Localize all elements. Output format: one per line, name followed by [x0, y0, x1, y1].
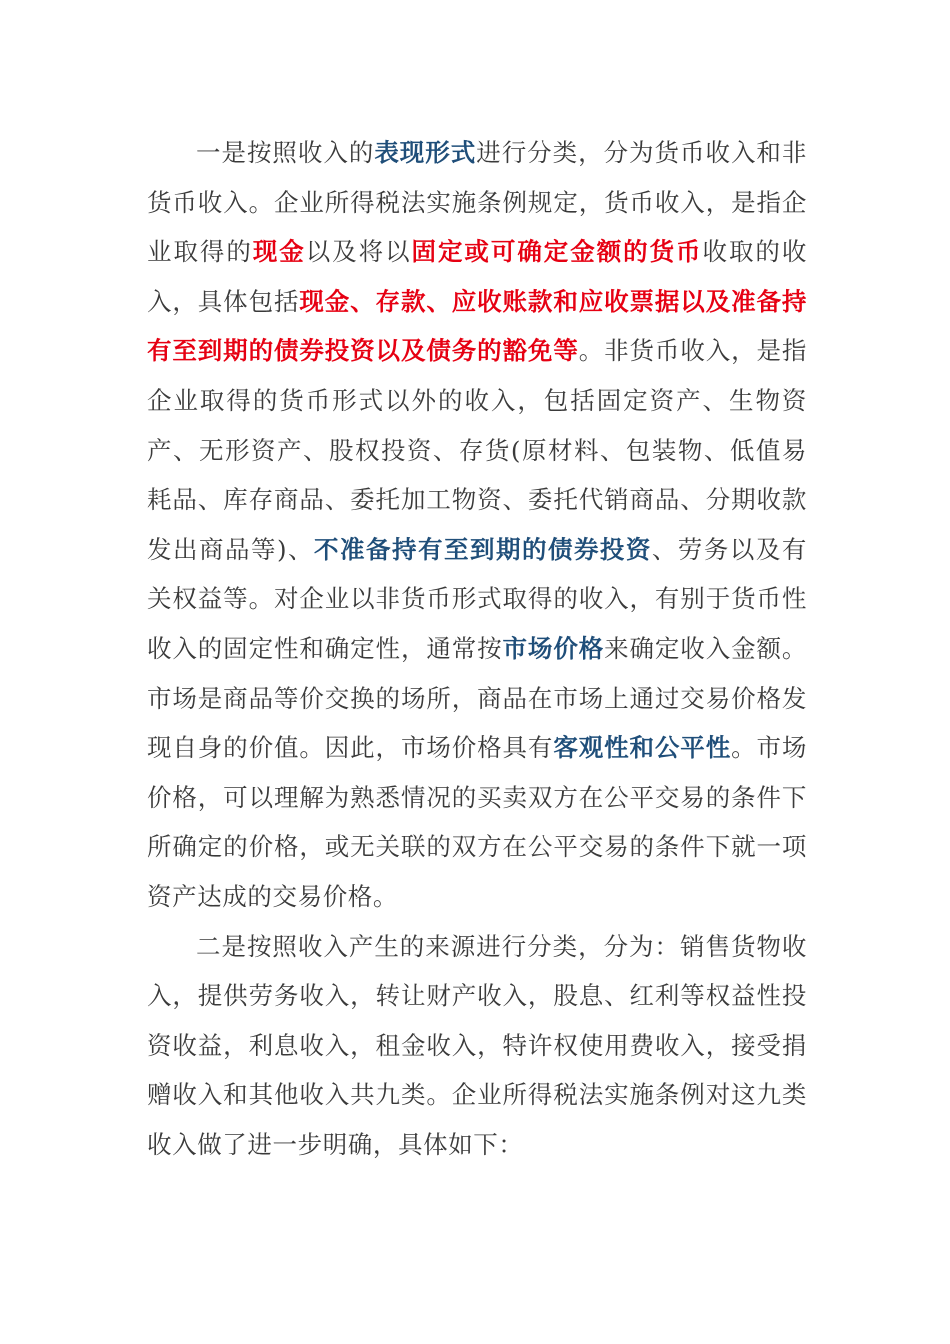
highlight-expression-form: 表现形式 [374, 138, 477, 167]
highlight-fixed-amount-currency: 固定或可确定金额的货币 [411, 237, 703, 267]
paragraph-text: 一是按照收入的 [196, 138, 375, 167]
paragraph-source-classification: 二是按照收入产生的来源进行分类，分为：销售货物收入，提供劳务收入，转让财产收入，股息、红利等权益性投资收益，利息收入，租金收入，特许权使用费收入，接受捐赠收入和其他收入共九类。企业所得税法实施条例对这九类收入做了进一步明确，具体如下： [147, 931, 807, 1159]
paragraph-text: 、劳务以及有关权益等。对企业以非货币形式取得的收入，有别于货币性收入的固定性和确定性，通常按 [147, 534, 807, 663]
paragraph-text: 来确定收入金额。市场是商品等价交换的场所，商品在市场上通过交易价格发现自身的价值。因此，市场价格具有 [147, 633, 807, 763]
paragraph-monetary-classification [147, 128, 807, 922]
highlight-cash: 现金 [252, 237, 306, 267]
highlight-market-price: 市场价格 [502, 633, 605, 663]
paragraph-text: 收取的收入，具体包括 [147, 237, 807, 316]
paragraph-text: 以及将以 [305, 237, 412, 267]
highlight-non-held-bonds: 不准备持有至到期的债券投资 [314, 534, 652, 564]
highlight-objectivity-fairness: 客观性和公平性 [553, 733, 732, 763]
paragraph-text: 。非货币收入，是指企业取得的货币形式以外的收入，包括固定资产、生物资产、无形资产、股权投资、存货(原材料、包装物、低值易耗品、库存商品、委托加工物资、委托代销商品、分期收款发出商品等)、 [147, 336, 807, 564]
highlight-monetary-items: 现金、存款、应收账款和应收票据以及准备持有至到期的债券投资以及债务的豁免等 [147, 286, 807, 366]
paragraph-text: 。市场价格，可以理解为熟悉情况的买卖双方在公平交易的条件下所确定的价格，或无关联的双方在公平交易的条件下就一项资产达成的交易价格。 [147, 733, 807, 911]
document-body [147, 128, 807, 1169]
paragraph-text: 进行分类，分为货币收入和非货币收入。企业所得税法实施条例规定，货币收入，是指企业取得的 [147, 138, 807, 267]
